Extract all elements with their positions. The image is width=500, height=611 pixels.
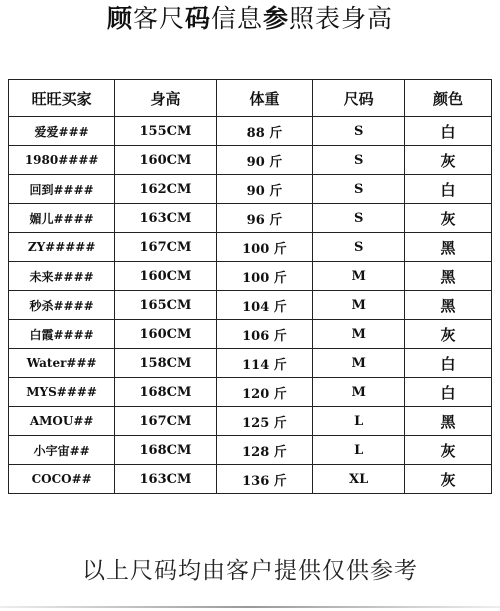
color-cell: 白: [405, 175, 492, 204]
title-part-4: 信息: [211, 4, 264, 33]
height-cell: 163CM: [115, 204, 216, 233]
page-title: [0, 2, 500, 36]
size-cell: L: [313, 407, 405, 436]
color-cell: 黑: [405, 262, 492, 291]
title-part-2: 客尺: [132, 4, 185, 33]
size-cell: XL: [313, 465, 405, 494]
color-cell: 灰: [405, 146, 492, 175]
size-cell: S: [313, 146, 405, 175]
size-cell: S: [313, 175, 405, 204]
table-row: [9, 378, 492, 407]
buyer-cell: ZY#####: [9, 233, 115, 262]
header-height: 身高: [115, 80, 216, 117]
color-cell: 白: [405, 378, 492, 407]
title-part-1: 顾: [106, 4, 133, 33]
table-header-row: [9, 80, 492, 117]
weight-cell: 88 斤: [216, 117, 313, 146]
buyer-cell: Water###: [9, 349, 115, 378]
color-cell: 灰: [405, 436, 492, 465]
size-cell: S: [313, 204, 405, 233]
buyer-cell: 爱爱###: [9, 117, 115, 146]
size-cell: M: [313, 349, 405, 378]
buyer-cell: 回到####: [9, 175, 115, 204]
weight-cell: 128 斤: [216, 436, 313, 465]
table-row: [9, 175, 492, 204]
color-cell: 黑: [405, 407, 492, 436]
height-cell: 167CM: [115, 407, 216, 436]
color-cell: 白: [405, 117, 492, 146]
weight-cell: 104 斤: [216, 291, 313, 320]
title-part-6: 照表身高: [289, 4, 394, 33]
table-row: [9, 436, 492, 465]
table-row: [9, 146, 492, 175]
height-cell: 155CM: [115, 117, 216, 146]
weight-cell: 100 斤: [216, 262, 313, 291]
height-cell: 163CM: [115, 465, 216, 494]
table-row: [9, 349, 492, 378]
buyer-cell: AMOU##: [9, 407, 115, 436]
color-cell: 白: [405, 349, 492, 378]
weight-cell: 120 斤: [216, 378, 313, 407]
header-buyer: 旺旺买家: [9, 80, 115, 117]
table-row: [9, 262, 492, 291]
size-cell: L: [313, 436, 405, 465]
height-cell: 167CM: [115, 233, 216, 262]
size-cell: S: [313, 117, 405, 146]
height-cell: 160CM: [115, 262, 216, 291]
bottom-divider: [0, 606, 500, 608]
buyer-cell: COCO##: [9, 465, 115, 494]
buyer-cell: 1980####: [9, 146, 115, 175]
weight-cell: 136 斤: [216, 465, 313, 494]
table-row: [9, 204, 492, 233]
buyer-cell: MYS####: [9, 378, 115, 407]
size-reference-table: [8, 79, 492, 494]
table-row: [9, 407, 492, 436]
buyer-cell: 秒杀####: [9, 291, 115, 320]
buyer-cell: 媚儿####: [9, 204, 115, 233]
table-row: [9, 233, 492, 262]
buyer-cell: 小宇宙##: [9, 436, 115, 465]
weight-cell: 125 斤: [216, 407, 313, 436]
disclaimer-text: 以上尺码均由客户提供仅供参考: [82, 558, 418, 584]
size-cell: M: [313, 378, 405, 407]
title-part-5: 参: [263, 4, 290, 33]
table-row: [9, 465, 492, 494]
header-color: 颜色: [405, 80, 492, 117]
color-cell: 黑: [405, 233, 492, 262]
header-size: 尺码: [313, 80, 405, 117]
buyer-cell: 未来####: [9, 262, 115, 291]
table-row: [9, 320, 492, 349]
height-cell: 168CM: [115, 378, 216, 407]
title-part-3: 码: [184, 4, 211, 33]
weight-cell: 100 斤: [216, 233, 313, 262]
color-cell: 灰: [405, 320, 492, 349]
color-cell: 黑: [405, 291, 492, 320]
height-cell: 162CM: [115, 175, 216, 204]
buyer-cell: 白霞####: [9, 320, 115, 349]
color-cell: 灰: [405, 204, 492, 233]
size-cell: M: [313, 262, 405, 291]
weight-cell: 96 斤: [216, 204, 313, 233]
header-weight: 体重: [216, 80, 313, 117]
size-cell: S: [313, 233, 405, 262]
weight-cell: 90 斤: [216, 146, 313, 175]
table-row: [9, 291, 492, 320]
size-cell: M: [313, 291, 405, 320]
weight-cell: 106 斤: [216, 320, 313, 349]
height-cell: 168CM: [115, 436, 216, 465]
height-cell: 158CM: [115, 349, 216, 378]
weight-cell: 114 斤: [216, 349, 313, 378]
height-cell: 165CM: [115, 291, 216, 320]
size-cell: M: [313, 320, 405, 349]
color-cell: 灰: [405, 465, 492, 494]
height-cell: 160CM: [115, 146, 216, 175]
table-row: [9, 117, 492, 146]
height-cell: 160CM: [115, 320, 216, 349]
weight-cell: 90 斤: [216, 175, 313, 204]
